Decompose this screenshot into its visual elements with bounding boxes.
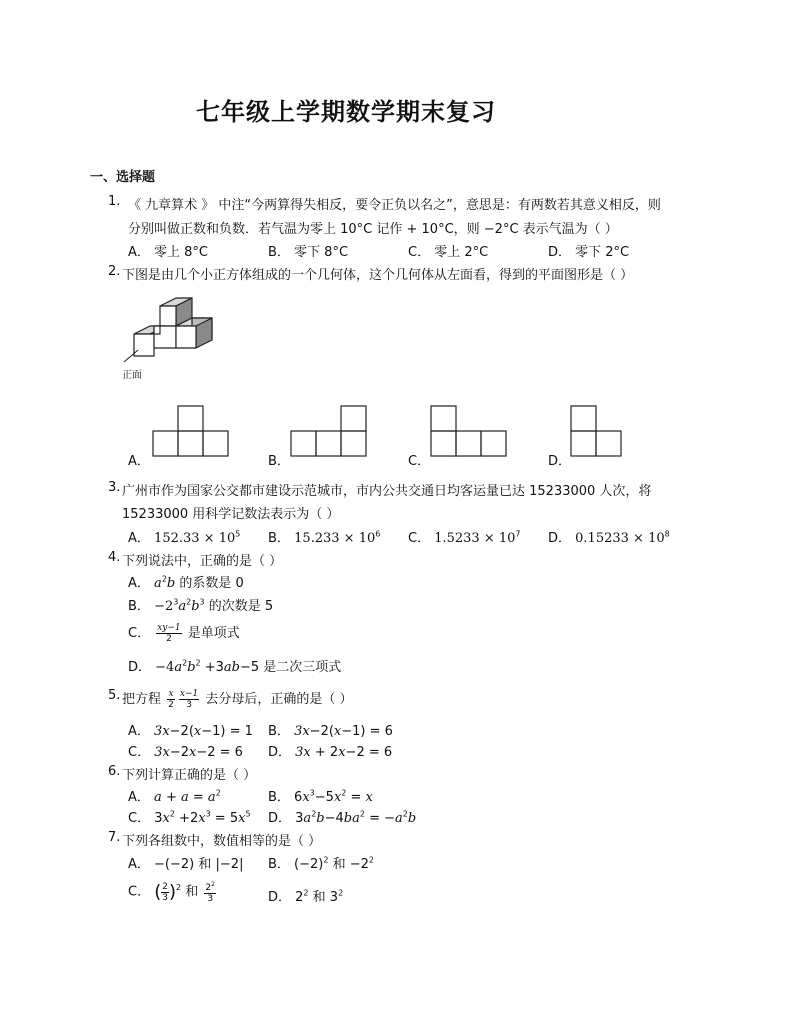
q6-option-c: C． $3x^2 +2x^3 = 5x^5$ (128, 809, 251, 826)
page-title: 七年级上学期数学期末复习 (196, 98, 496, 126)
q2-option-c-label: C． (408, 454, 431, 469)
q4-option-b: B． $-2^3a^2b^3$ 的次数是 5 (128, 597, 274, 614)
q3-number: 3. (108, 480, 121, 495)
q2-option-b-figure (290, 404, 370, 458)
q1-option-a: A． 零上 8°C (128, 245, 209, 260)
q2-option-c-figure (430, 404, 510, 458)
q4-option-d: D． $-4a^2b^2 +3ab-5$ 是二次三项式 (128, 658, 342, 675)
q4-option-a: A． $a^2b$ 的系数是 0 (128, 574, 244, 591)
q1-line1: 《 九章算术 》 中注“今两算得失相反，要令正负以名之”，意思是：有两数若其意义相反，则 (128, 198, 661, 213)
q3-line1: 广州市作为国家公交都市建设示范城市，市内公共交通日均客运量已达 15233000 人次，将 (122, 484, 652, 499)
section-heading: 一、选择题 (90, 170, 156, 185)
q2-option-a-figure (152, 404, 232, 458)
q6-number: 6. (108, 764, 121, 779)
q6-option-a: A． $a + a = a^2$ (128, 788, 221, 805)
q5-stem: 把方程 $\frac{x}{2}$ $\frac{x-1}{3}$ 去分母后，正确的是（ ） (122, 689, 353, 710)
q2-number: 2. (108, 264, 121, 279)
q4-number: 4. (108, 550, 121, 565)
q6-option-b: B． $6x^3-5x^2 = x$ (268, 788, 373, 805)
q6-stem: 下列计算正确的是（ ） (122, 768, 257, 783)
q1-line2: 分别叫做正数和负数．若气温为零上 10°C 记作 + 10°C，则 −2°C 表示气温为（ ） (128, 222, 618, 237)
front-label: 正面 (122, 370, 142, 381)
q7-option-c: C． ( $\frac{2}{3}$ )$^2$ 和 $\frac{2^2}{3}$ (128, 881, 215, 904)
q3-option-c: C． $1.5233 \times 10^7$ (408, 529, 521, 546)
q2-stem: 下图是由几个小正方体组成的一个几何体，这个几何体从左面看，得到的平面图形是（ ） (122, 268, 634, 283)
q5-option-c: C． 3x−2x−2 = 6 (128, 745, 243, 760)
q3-option-d: D． $0.15233 \times 10^8$ (548, 529, 670, 546)
q5-option-d: D． 3x + 2x−2 = 6 (268, 745, 393, 760)
q2-option-d-figure (570, 404, 630, 458)
q1-option-d: D． 零下 2°C (548, 245, 630, 260)
q2-option-b-label: B． (268, 454, 290, 469)
q3-option-a: A． $152.33 \times 10^5$ (128, 529, 241, 546)
q1-option-b: B． 零下 8°C (268, 245, 349, 260)
q5-option-b: B． 3x−2(x−1) = 6 (268, 724, 393, 739)
q7-option-d: D． $2^2$ 和 $3^2$ (268, 888, 344, 905)
q7-option-b: B． $(-2)^2$ 和 $-2^2$ (268, 855, 375, 872)
q1-option-c: C． 零上 2°C (408, 245, 489, 260)
q4-option-c: C． $\frac{xy-1}{2}$ 是单项式 (128, 623, 240, 644)
q6-option-d: D． $3a^2b-4ba^2 = -a^2b$ (268, 809, 417, 826)
q5-option-a: A． 3x−2(x−1) = 1 (128, 724, 253, 739)
q7-option-a: A． −(−2) 和 |−2| (128, 857, 244, 872)
q7-stem: 下列各组数中，数值相等的是（ ） (122, 834, 322, 849)
q3-line2: 15233000 用科学记数法表示为（ ） (122, 507, 340, 522)
q5-number: 5. (108, 688, 121, 703)
q4-stem: 下列说法中，正确的是（ ） (122, 554, 283, 569)
q3-option-b: B． $15.233 \times 10^6$ (268, 529, 381, 546)
q2-option-a-label: A． (128, 454, 150, 469)
q1-number: 1. (108, 194, 121, 209)
q2-option-d-label: D． (548, 454, 572, 469)
q7-number: 7. (108, 830, 121, 845)
